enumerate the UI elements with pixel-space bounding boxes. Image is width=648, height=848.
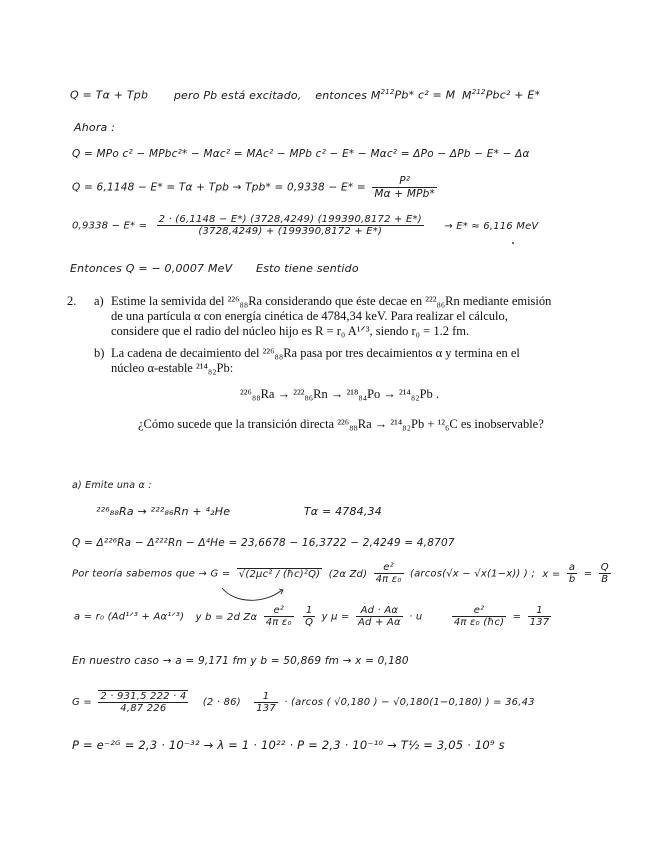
hw-q-definition: Q = Tα + Tpb pero Pb está excitado, entonces $M^{212}Pb*$ c² = M $M^{212}Pbc^2 + E*$ <box>70 88 541 102</box>
decay-chain: ²²⁶₈₈Ra → ²²²₈₆Rn → ²¹⁸₈₄Po → ²¹⁴₈₂Pb . <box>240 387 440 401</box>
hw-alpha-reaction: ²²⁶₈₈Ra → ²²²₈₆Rn + ⁴₂He Tα = 4784,34 <box>96 505 382 518</box>
hw-gamow-numeric: G = $\frac{2 \cdot 931,5 222 \cdot 4}{4,87 226}$ (2 · 86) $\frac{1}{137}$ · (arcos ( √0,180 ) − √0,180(1−0,180) ) = 36,43 <box>72 690 535 714</box>
hw-emits-alpha: a) Emite una α : <box>72 480 152 491</box>
hw-ahora: Ahora : <box>74 121 116 134</box>
item-a-label: a) <box>94 294 104 308</box>
stray-dot <box>512 242 514 244</box>
problem-a-text: Estime la semivida del ²²⁶₈₈Ra considerando que éste decae en ²²²₈₆Rn mediante emisión de una partícula α con energía cinética de 4784,34 keV. Para realizar el cálculo, considere que el radio del núcleo hijo es R = r₀ A¹ᐟ³, siendo r₀ = 1.2 fm. <box>111 294 552 338</box>
problem-number: 2. <box>67 294 77 308</box>
hw-excitation-equation: 0,9338 − E* = $\frac{2 \cdot (6,1148 - E*) (3728,4249) (199390,8172 + E*)}{(3728,4249) + (199390,8172 + E*)}$ → E* ≈ 6,116 MeV <box>72 214 539 237</box>
hw-fraction: $\frac{\text{P²}}{\text{Mα + MPb*}}$ <box>374 175 435 200</box>
hw-conclusion: Entonces Q = − 0,0007 MeV Esto tiene sentido <box>70 262 359 275</box>
problem-b-question: ¿Cómo sucede que la transición directa ²²⁶₈₈Ra → ²¹⁴₈₂Pb + ¹²₆C es inobservable? <box>138 417 544 431</box>
hw-half-life-result: P = e⁻²ᴳ = 2,3 · 10⁻³² → λ = 1 · 10²² · P = 2,3 · 10⁻¹⁰ → T½ = 3,05 · 10⁹ s <box>72 738 505 752</box>
problem-b-text: La cadena de decaimiento del ²²⁶₈₈Ra pasa por tres decaimientos α y termina en el núcleo α-estable ²¹⁴₈₂Pb: <box>111 346 520 375</box>
hw-tpb-relation: Q = 6,1148 − E* = Tα + Tpb → Tpb* = 0,9338 − E* = $\frac{\text{P²}}{\text{Mα + MPb*}}$ <box>72 175 435 200</box>
hw-definitions: a = r₀ (Ad¹ᐟ³ + Aα¹ᐟ³) y b = 2d Zα $\frac{\text{e²}}{\text{4π ε₀}}$ $\frac{1}{Q}$ y μ = $\frac{Ad \cdot A\alpha}{Ad + A\alpha}$ · u $\frac{\text{e²}}{\text{4π ε₀ (ħc)}}$ = $\frac{1}{137}$ <box>74 605 550 628</box>
hw-q-mass-balance: Q = MPo c² − MPbc²* − Mαc² = MAc² − MPb c² − E* − Mαc² = ΔPo − ΔPb − E* − Δα <box>72 148 530 160</box>
hw-gamow-formula: Por teoría sabemos que → G = √(2μc² / (ħc)²Q) (2α Zd) $\frac{\text{e²}}{\text{4π ε₀}}$ (arcos(√x − √x(1−x)) ) ; x = $\frac{a}{b}$ = $\frac{Q}{B}$ <box>72 562 609 585</box>
hw-fraction-large: $\frac{2 \cdot (6,1148 - E*) (3728,4249) (199390,8172 + E*)}{(3728,4249) + (199390,8172 + E*)}$ <box>158 214 422 237</box>
hw-q-value: Q = Δ²²⁶Ra − Δ²²²Rn − Δ⁴He = 23,6678 − 16,3722 − 2,4249 = 4,8707 <box>72 537 455 549</box>
item-b-label: b) <box>94 346 105 360</box>
hw-our-case: En nuestro caso → a = 9,171 fm y b = 50,869 fm → x = 0,180 <box>72 655 409 667</box>
